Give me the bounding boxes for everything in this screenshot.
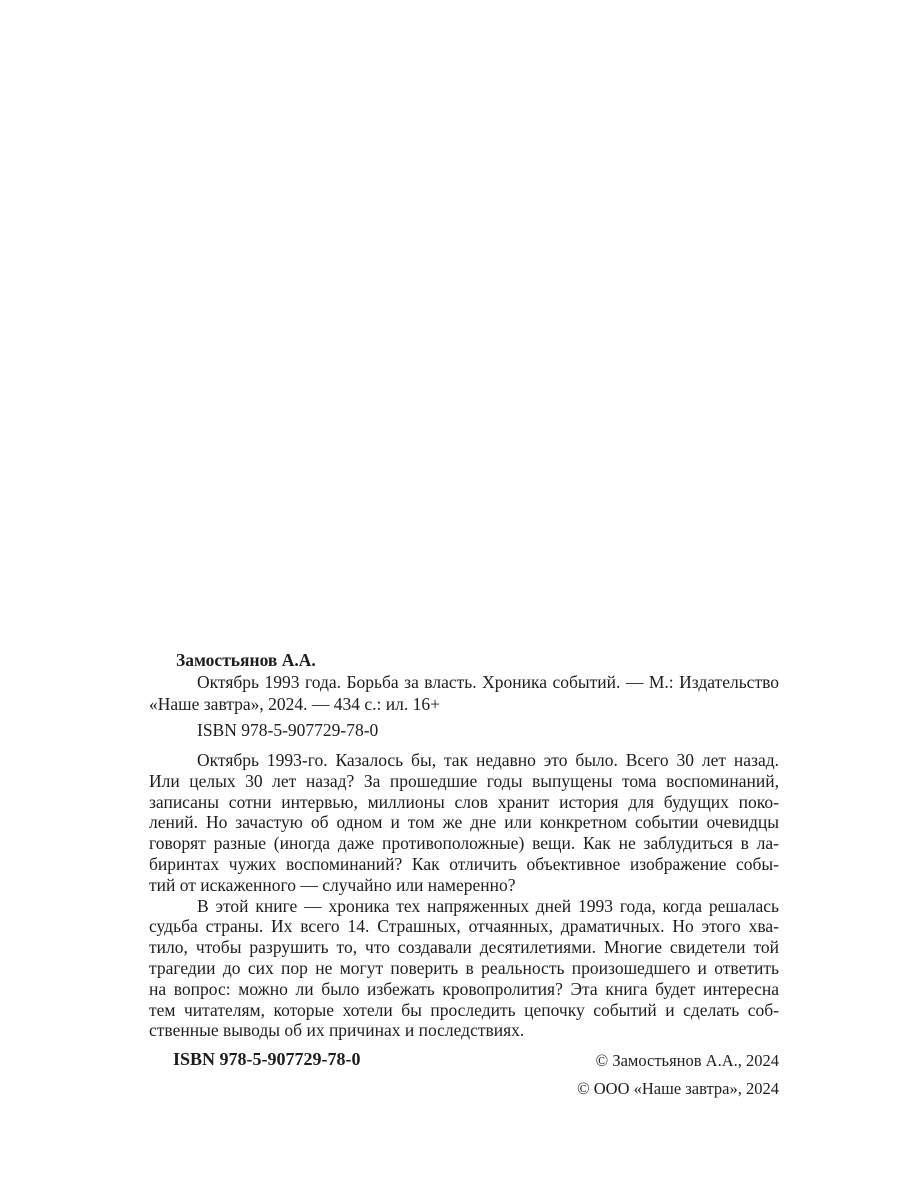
copyright-publisher-line: © ООО «Наше завтра», 2024 — [577, 1078, 779, 1098]
copyright-block — [577, 1047, 779, 1102]
annotation-line: тий от искаженного — случайно или намеренно? — [149, 874, 516, 895]
annotation-line: ственные выводы об их причинах и последствиях. — [149, 1020, 525, 1041]
annotation-line: лений. Но зачастую об одном и том же дне или конкретном событии очевидцы — [149, 812, 779, 833]
isbn-line-top: ISBN 978-5-907729-78-0 — [197, 720, 379, 740]
annotation-line: тило, чтобы разрушить то, что создавали десятилетиями. Многие свидетели той — [149, 937, 779, 958]
annotation-paragraph-2 — [149, 896, 779, 1042]
annotation-paragraph-1 — [149, 750, 779, 896]
title-line-2: «Наше завтра», 2024. — 434 с.: ил. 16+ — [149, 694, 441, 714]
annotation-line: на вопрос: можно ли было избежать кровопролития? Эта книга будет интересна — [149, 978, 779, 999]
annotation-line: тем читателям, которые хотели бы проследить цепочку событий и сделать соб- — [149, 999, 779, 1020]
annotation-line: В этой книге — хроника тех напряженных дней 1993 года, когда решалась — [197, 895, 779, 916]
annotation-line: Или целых 30 лет назад? За прошедшие годы выпущены тома воспоминаний, — [149, 770, 779, 791]
title-line-1: Октябрь 1993 года. Борьба за власть. Хроника событий. — М.: Издательство — [197, 672, 779, 692]
bibliographic-block — [149, 649, 779, 741]
isbn-line-bottom: ISBN 978-5-907729-78-0 — [173, 1049, 361, 1069]
annotation-line: записаны сотни интервью, миллионы слов хранит история для будущих поко- — [149, 791, 779, 812]
annotation-line: судьба страны. Их всего 14. Страшных, отчаянных, драматичных. Но этого хва- — [149, 916, 779, 937]
annotation-line: Октябрь 1993-го. Казалось бы, так недавно это было. Всего 30 лет назад. — [197, 750, 779, 770]
copyright-author-line: © Замостьянов А.А., 2024 — [595, 1051, 779, 1070]
author-line: Замостьянов А.А. — [176, 650, 316, 670]
annotation-line: говорят разные (иногда даже противоположные) вещи. Как не заблудиться в ла- — [149, 833, 779, 854]
annotation-line: биринтах чужих воспоминаний? Как отличить объективное изображение собы- — [149, 853, 779, 874]
annotation-line: трагедии до сих пор не могут поверить в реальность произошедшего и ответить — [149, 957, 779, 978]
annotation-block — [149, 750, 779, 1041]
